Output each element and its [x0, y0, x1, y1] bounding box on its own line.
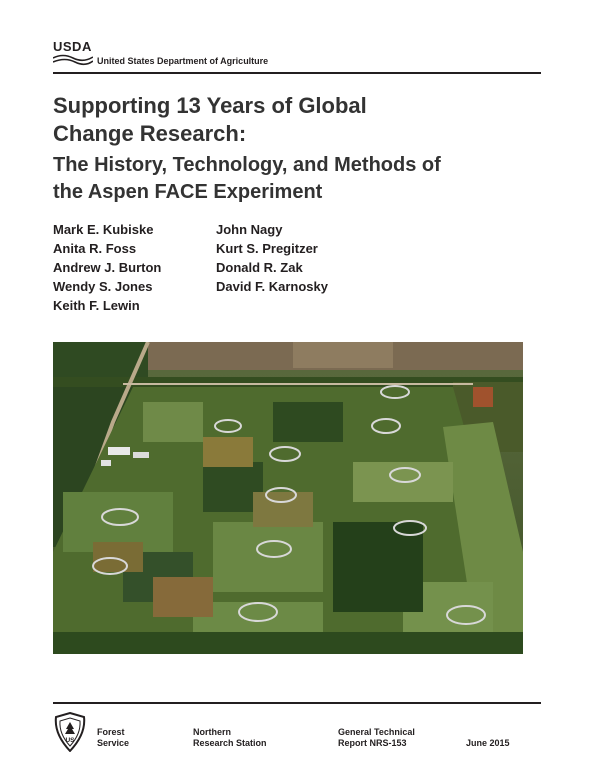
footer-agency	[97, 727, 129, 749]
author-name: Anita R. Foss	[53, 241, 137, 256]
shield-lettering: US	[65, 737, 75, 744]
author-name: Mark E. Kubiske	[53, 222, 154, 237]
author-name: Donald R. Zak	[216, 260, 303, 275]
author-name: David F. Karnosky	[216, 279, 328, 294]
footer-date	[466, 727, 510, 749]
author-name: Andrew J. Burton	[53, 260, 162, 275]
department-name: United States Department of Agriculture	[97, 56, 269, 66]
aerial-photo-illustration	[53, 342, 523, 654]
footer-agency-line-2: Service	[97, 738, 130, 748]
aerial-photo	[53, 342, 523, 654]
footer-report-line-2: Report NRS-153	[338, 738, 407, 748]
author-name: John Nagy	[216, 222, 283, 237]
footer-station	[193, 727, 267, 749]
forest-service-shield-icon	[53, 712, 87, 752]
report-title	[53, 92, 553, 148]
footer-station-line-1: Northern	[193, 727, 231, 737]
title-line-1: Supporting 13 Years of Global	[53, 93, 367, 118]
footer-agency-line-1: Forest	[97, 727, 125, 737]
usda-logo-hills-icon	[53, 54, 93, 66]
usda-logo	[53, 40, 93, 66]
subtitle-line-2: the Aspen FACE Experiment	[53, 181, 323, 203]
footer-rule	[53, 702, 541, 704]
header-rule	[53, 72, 541, 74]
title-line-2: Change Research:	[53, 121, 247, 146]
subtitle-line-1: The History, Technology, and Methods of	[53, 154, 441, 176]
footer-report-line-1: General Technical	[338, 727, 415, 737]
authors-column-2	[216, 220, 328, 296]
report-subtitle	[53, 152, 553, 206]
publication-date: June 2015	[466, 738, 510, 748]
author-name: Wendy S. Jones	[53, 279, 153, 294]
authors-column-1	[53, 220, 161, 315]
footer-report	[338, 727, 415, 749]
footer-station-line-2: Research Station	[193, 738, 267, 748]
usda-logo-text: USDA	[53, 39, 92, 54]
author-name: Keith F. Lewin	[53, 298, 140, 313]
author-name: Kurt S. Pregitzer	[216, 241, 318, 256]
